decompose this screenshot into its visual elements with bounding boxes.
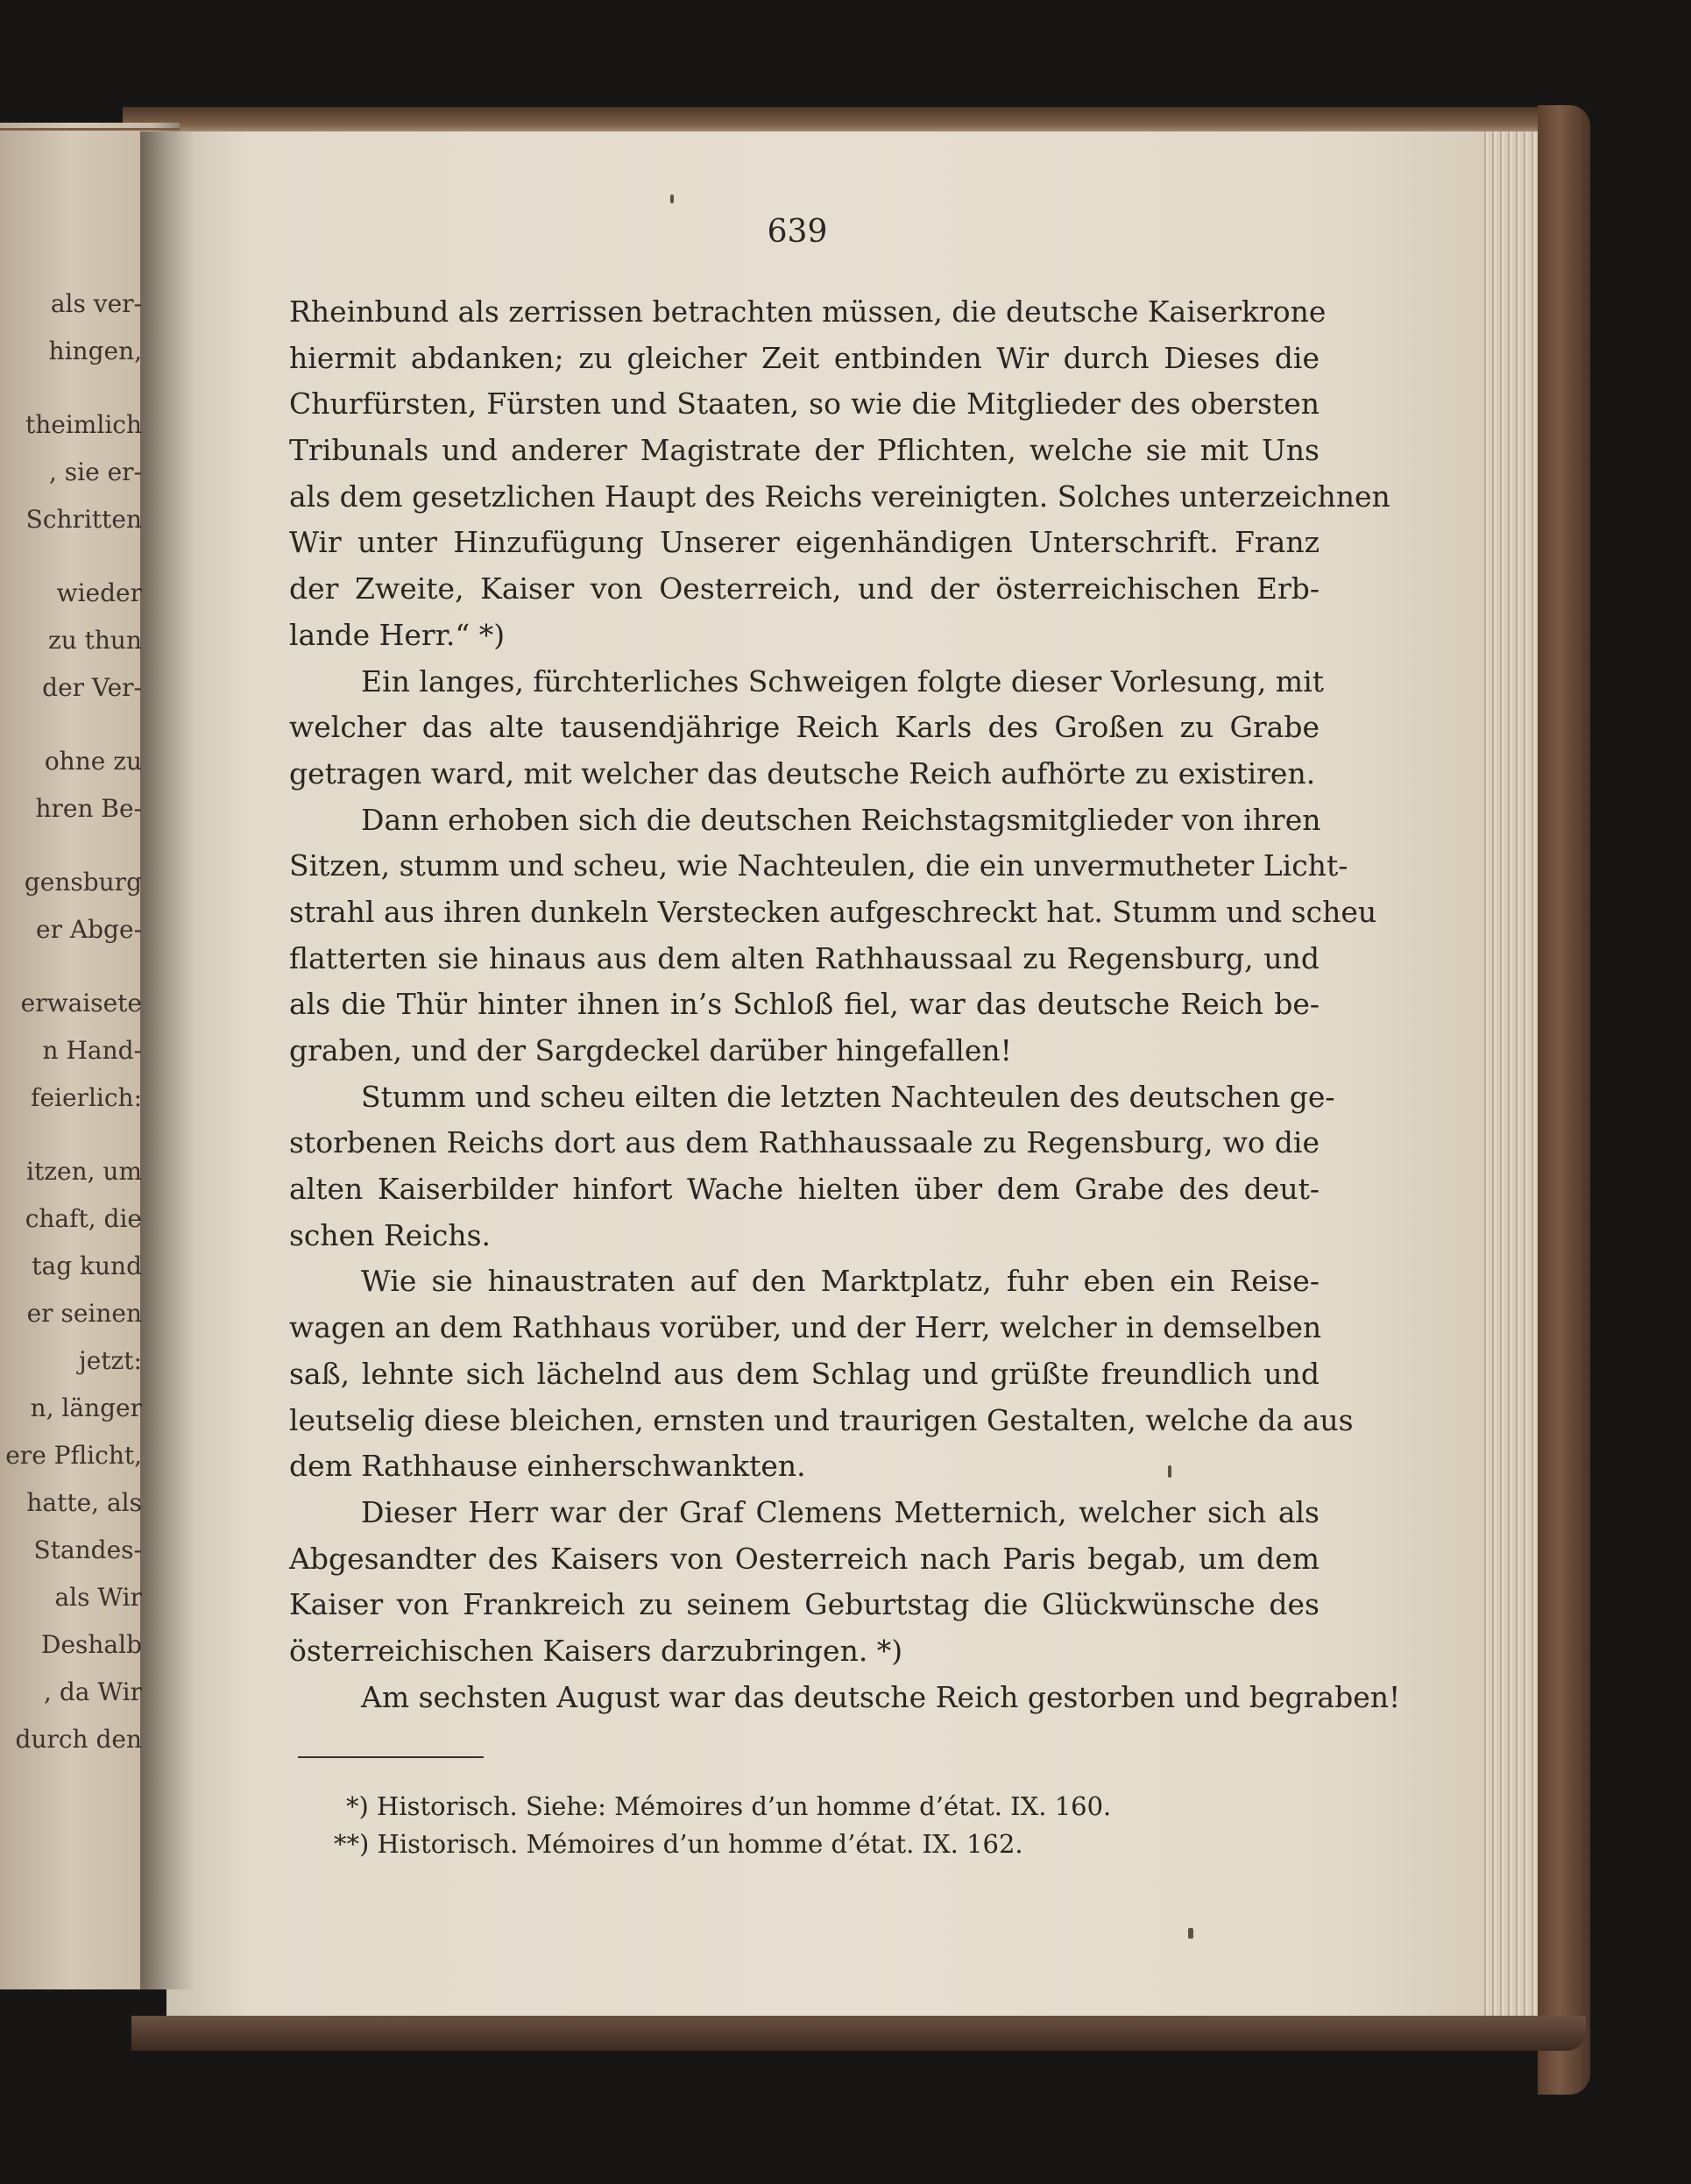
left-page-fragment: durch den xyxy=(15,1725,142,1754)
text-line: Stumm und scheu eilten die letzten Nachteulen des deutschen ge- xyxy=(361,1079,1335,1114)
left-page-fragment: itzen, um xyxy=(26,1157,142,1186)
text-line: Tribunals und anderer Magistrate der Pflichten, welche sie mit Uns xyxy=(289,433,1320,468)
left-page-fragment: tag kund xyxy=(32,1252,142,1280)
left-page-fragment: , sie er- xyxy=(48,457,142,486)
page-body-text xyxy=(289,289,1401,1720)
footnotes xyxy=(334,1788,1222,1863)
text-line: Dann erhoben sich die deutschen Reichstagsmitglieder von ihren xyxy=(361,802,1321,837)
left-page-edge xyxy=(0,128,180,131)
left-page-fragment: jetzt: xyxy=(79,1346,142,1375)
text-line: dem Rathhause einherschwankten. xyxy=(289,1449,806,1484)
left-page-fragment: n, länger xyxy=(30,1393,142,1422)
text-line: welcher das alte tausendjährige Reich Karls des Großen zu Grabe xyxy=(289,710,1320,745)
text-line: Sitzen, stumm und scheu, wie Nachteulen, die ein unvermutheter Licht- xyxy=(289,848,1348,883)
left-page-fragment: theimlich xyxy=(25,410,142,439)
text-line: leutselig diese bleichen, ernsten und traurigen Gestalten, welche da aus xyxy=(289,1402,1354,1437)
book-cover-right-edge xyxy=(1538,105,1590,2095)
left-page-fragment: hren Be- xyxy=(35,794,142,823)
left-page-fragment: der Ver- xyxy=(42,673,142,702)
text-line: hiermit abdanken; zu gleicher Zeit entbinden Wir durch Dieses die xyxy=(289,340,1320,375)
left-page-text-fragments xyxy=(0,289,149,1954)
left-page-fragment: chaft, die xyxy=(25,1204,142,1233)
footnote-2: **) Historisch. Mémoires d’un homme d’état. IX. 162. xyxy=(334,1829,1023,1859)
text-line: der Zweite, Kaiser von Oesterreich, und der österreichischen Erb- xyxy=(289,571,1320,606)
left-page-fragment: n Hand- xyxy=(42,1036,142,1065)
text-line: strahl aus ihren dunkeln Verstecken aufgeschreckt hat. Stumm und scheu xyxy=(289,894,1377,929)
left-page-fragment: Deshalb xyxy=(41,1630,142,1659)
text-line: Rheinbund als zerrissen betrachten müssen, die deutsche Kaiserkrone xyxy=(289,294,1327,329)
text-line: Dieser Herr war der Graf Clemens Metternich, welcher sich als xyxy=(361,1494,1320,1529)
left-page-fragment: ere Pflicht, xyxy=(5,1441,142,1470)
left-page-fragment: hingen, xyxy=(48,337,142,365)
paper-speck xyxy=(670,195,674,203)
left-page-fragment: ohne zu xyxy=(44,747,142,776)
text-line: Kaiser von Frankreich zu seinem Geburtstag die Glückwünsche des xyxy=(289,1587,1320,1622)
left-page-fragment: , da Wir xyxy=(44,1677,142,1706)
text-line: schen Reichs. xyxy=(289,1217,492,1252)
left-page-fragment: Schritten xyxy=(25,505,142,534)
text-line: graben, und der Sargdeckel darüber hingefallen! xyxy=(289,1033,1012,1067)
left-page-fragment: Standes- xyxy=(33,1535,142,1564)
book-cover-bottom-edge xyxy=(131,2016,1586,2051)
text-line: als dem gesetzlichen Haupt des Reichs vereinigten. Solches unterzeichnen xyxy=(289,479,1390,514)
left-page-fragment: als Wir xyxy=(54,1583,142,1612)
text-line: Wie sie hinaustraten auf den Marktplatz, fuhr eben ein Reise- xyxy=(361,1264,1320,1299)
text-line: saß, lehnte sich lächelnd aus dem Schlag und grüßte freundlich und xyxy=(289,1356,1320,1391)
left-page-fragment: wieder xyxy=(56,578,142,607)
left-page-fragment: erwaisete xyxy=(20,989,142,1018)
left-page-fragment: hatte, als xyxy=(26,1488,142,1517)
text-line: österreichischen Kaisers darzubringen. *) xyxy=(289,1633,903,1668)
text-line: Ein langes, fürchterliches Schweigen folgte dieser Vorlesung, mit xyxy=(361,663,1325,698)
text-line: Churfürsten, Fürsten und Staaten, so wie die Mitglieder des obersten xyxy=(289,386,1320,422)
left-page-fragment: zu thun xyxy=(47,626,142,655)
text-line: Am sechsten August war das deutsche Reich gestorben und begraben! xyxy=(361,1679,1401,1714)
text-line: lande Herr.“ *) xyxy=(289,617,506,652)
left-page-fragment: feierlich: xyxy=(31,1083,142,1112)
paper-speck xyxy=(1188,1928,1193,1939)
left-page-fragment: er seinen xyxy=(26,1299,142,1328)
paper-speck xyxy=(1168,1465,1171,1478)
footnote-separator xyxy=(298,1756,484,1758)
text-line: alten Kaiserbilder hinfort Wache hielten über dem Grabe des deut- xyxy=(289,1172,1320,1207)
left-page-fragment: als ver- xyxy=(50,289,142,318)
page-number: 639 xyxy=(767,214,828,250)
text-line: flatterten sie hinaus aus dem alten Rathhaussaal zu Regensburg, und xyxy=(289,940,1320,975)
left-page-fragment: er Abge- xyxy=(36,915,142,944)
text-line: Abgesandter des Kaisers von Oesterreich nach Paris begab, um dem xyxy=(289,1541,1320,1576)
footnote-1: *) Historisch. Siehe: Mémoires d’un homme d’état. IX. 160. xyxy=(346,1791,1112,1821)
text-line: Wir unter Hinzufügung Unserer eigenhändigen Unterschrift. Franz xyxy=(289,525,1320,560)
left-page-fragment: gensburg xyxy=(24,868,142,897)
text-line: getragen ward, mit welcher das deutsche Reich aufhörte zu existiren. xyxy=(289,755,1316,791)
text-line: wagen an dem Rathhaus vorüber, und der Herr, welcher in demselben xyxy=(289,1310,1322,1345)
text-line: als die Thür hinter ihnen in’s Schloß fiel, war das deutsche Reich be- xyxy=(289,987,1320,1022)
text-line: storbenen Reichs dort aus dem Rathhaussaale zu Regensburg, wo die xyxy=(289,1125,1320,1160)
